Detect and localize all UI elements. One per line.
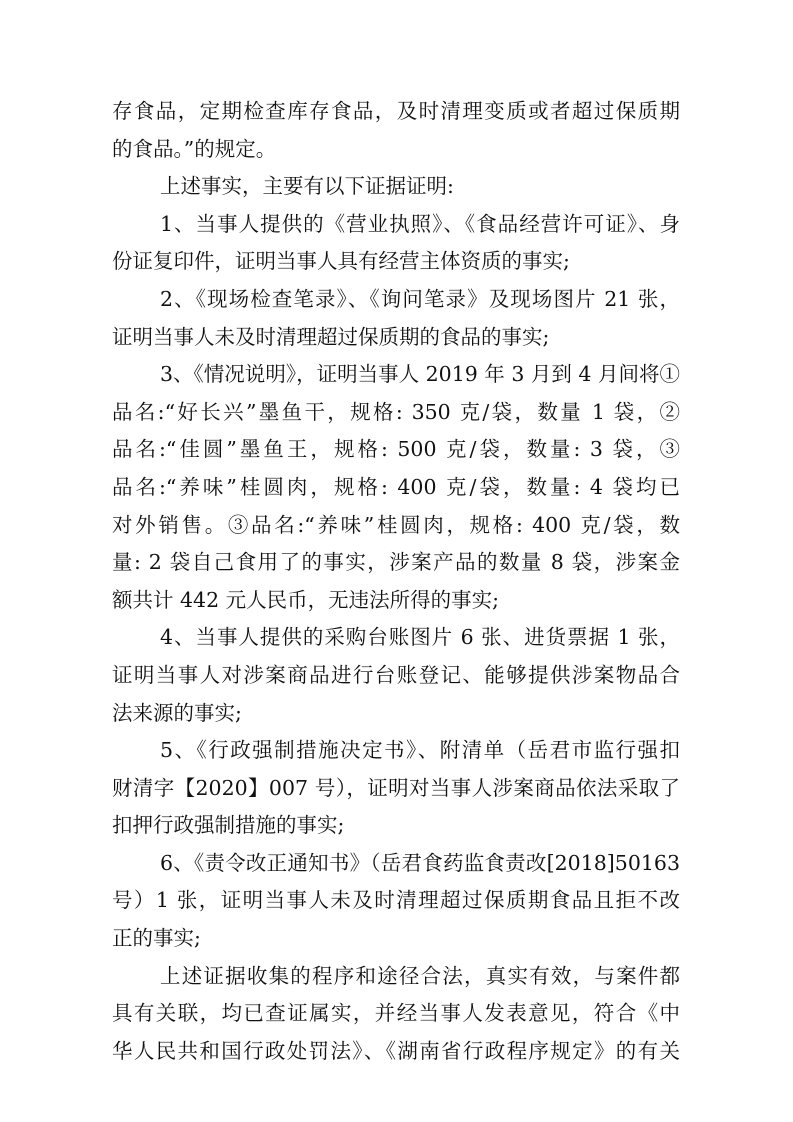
text-line: 的食品。”的规定。 <box>112 136 277 161</box>
text-line: 上述证据收集的程序和途径合法，真实有效，与案件都 <box>160 963 680 988</box>
text-line: 量: 2 袋自己食用了的事实，涉案产品的数量 8 袋，涉案金 <box>112 550 680 575</box>
text-line: 份证复印件，证明当事人具有经营主体资质的事实; <box>112 249 570 274</box>
text-line: 证明当事人对涉案商品进行台账登记、能够提供涉案物品合 <box>112 662 680 687</box>
text-line: 3、《情况说明》，证明当事人 2019 年 3 月到 4 月间将① <box>160 362 680 387</box>
document-body <box>112 93 680 1070</box>
text-line: 6、《责令改正通知书》（岳君食药监食责改[2018]50163 <box>160 850 680 875</box>
text-line: 2、《现场检查笔录》、《询问笔录》及现场图片 21 张， <box>160 286 680 311</box>
text-line: 证明当事人未及时清理超过保质期的食品的事实; <box>112 324 550 349</box>
text-line: 1、当事人提供的《营业执照》、《食品经营许可证》、身 <box>160 211 680 236</box>
text-line: 4、当事人提供的采购台账图片 6 张、进货票据 1 张， <box>160 625 680 650</box>
text-line: 品名:“好长兴”墨鱼干，规格: 350 克/袋，数量 1 袋，② <box>112 399 680 424</box>
text-line: 品名:“养味”桂圆肉，规格: 400 克/袋，数量: 4 袋均已 <box>112 474 680 499</box>
text-line: 5、《行政强制措施决定书》、附清单（岳君市监行强扣 <box>160 738 680 763</box>
text-line: 扣押行政强制措施的事实; <box>112 813 345 838</box>
text-line: 品名:“佳圆”墨鱼王，规格: 500 克/袋，数量: 3 袋，③ <box>112 437 680 462</box>
text-line: 法来源的事实; <box>112 700 242 725</box>
text-line: 具有关联，均已查证属实，并经当事人发表意见，符合《中 <box>112 1001 680 1026</box>
text-line: 华人民共和国行政处罚法》、《湖南省行政程序规定》的有关 <box>112 1038 680 1063</box>
text-line: 对外销售。③品名:“养味”桂圆肉，规格: 400 克/袋，数 <box>112 512 680 537</box>
text-line: 号）1 张，证明当事人未及时清理超过保质期食品且拒不改 <box>112 888 680 913</box>
text-line: 财清字【2020】007 号），证明对当事人涉案商品依法采取了 <box>112 775 680 800</box>
text-line: 额共计 442 元人民币，无违法所得的事实; <box>112 587 500 612</box>
text-line: 上述事实，主要有以下证据证明: <box>160 174 454 199</box>
text-line: 存食品，定期检查库存食品，及时清理变质或者超过保质期 <box>112 99 680 123</box>
text-line: 正的事实; <box>112 926 201 951</box>
